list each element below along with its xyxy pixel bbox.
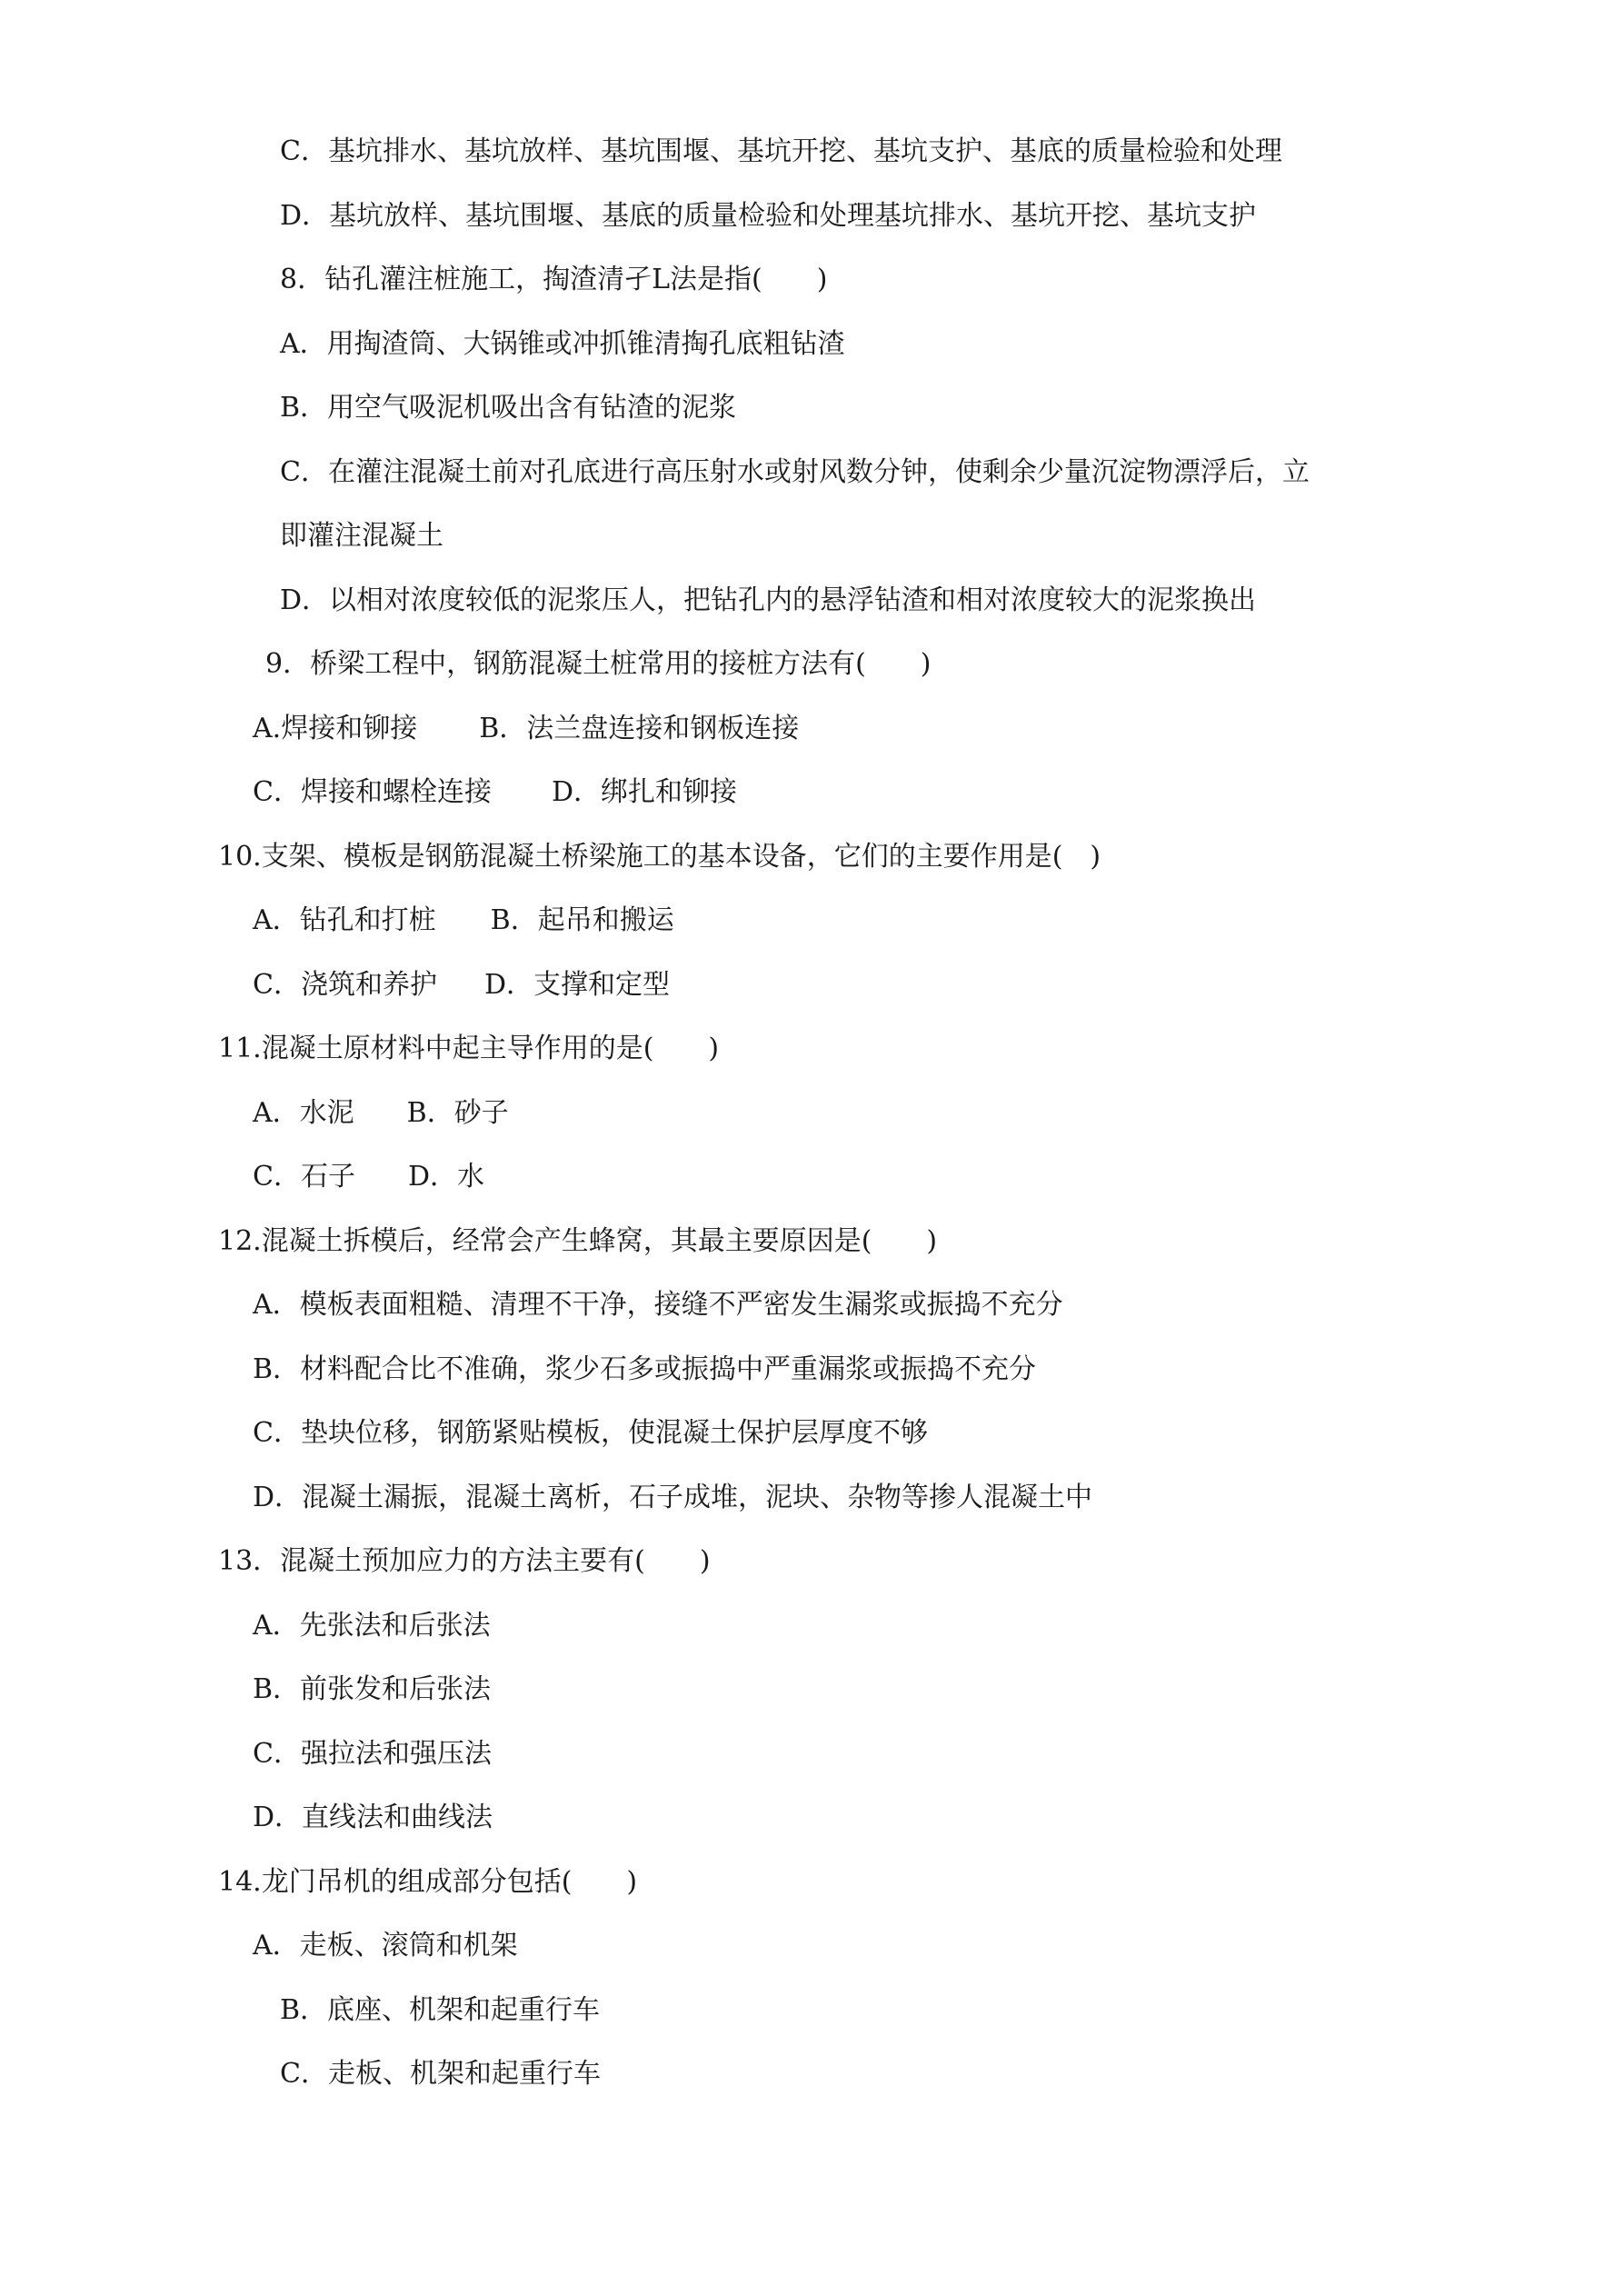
q8-stem: 8．钻孔灌注桩施工，掏渣清孑L法是指( ) xyxy=(280,264,828,295)
q13-stem: 13．混凝土预加应力的方法主要有( ) xyxy=(218,1545,711,1577)
q8-option-b: B．用空气吸泥机吸出含有钻渣的泥浆 xyxy=(280,392,737,424)
q8-option-d: D．以相对浓度较低的泥浆压人，把钻孔内的悬浮钻渣和相对浓度较大的泥浆换出 xyxy=(280,584,1257,616)
q10-options-row2 xyxy=(253,969,670,1002)
q13-option-c: C．强拉法和强压法 xyxy=(253,1738,492,1770)
q9-option-a: A.焊接和铆接 xyxy=(253,713,418,744)
q11-option-b: B．砂子 xyxy=(406,1097,509,1129)
q10-option-c: C．浇筑和养护 xyxy=(253,969,437,1001)
q10-option-a: A．钻孔和打桩 xyxy=(253,904,436,936)
q13-option-a: A．先张法和后张法 xyxy=(253,1610,491,1642)
q7-option-c: C．基坑排水、基坑放样、基坑围堰、基坑开挖、基坑支护、基底的质量检验和处理 xyxy=(280,135,1282,167)
q14-option-b: B．底座、机架和起重行车 xyxy=(280,1994,601,2026)
q13-option-d: D．直线法和曲线法 xyxy=(253,1802,493,1833)
q10-option-d: D．支撑和定型 xyxy=(483,969,671,1001)
q8-option-c-line2: 即灌注混凝土 xyxy=(280,520,443,552)
q9-options-row2 xyxy=(253,776,737,809)
q14-option-a: A．走板、滚筒和机架 xyxy=(253,1930,518,1962)
q11-options-row1 xyxy=(253,1097,509,1130)
q9-option-c: C．焊接和螺栓连接 xyxy=(253,776,492,808)
q8-option-c-line1: C．在灌注混凝土前对孔底进行高压射水或射风数分钟，使剩余少量沉淀物漂浮后，立 xyxy=(280,456,1310,488)
q12-stem: 12.混凝土拆模后，经常会产生蜂窝，其最主要原因是( ) xyxy=(218,1225,938,1257)
q13-option-b: B．前张发和后张法 xyxy=(253,1673,492,1705)
q9-options-row1 xyxy=(253,713,799,745)
q11-stem: 11.混凝土原材料中起主导作用的是( ) xyxy=(218,1033,720,1064)
q9-option-d: D．绑扎和铆接 xyxy=(551,776,738,808)
q12-option-d: D．混凝土漏振，混凝土离析，石子成堆，泥块、杂物等掺人混凝土中 xyxy=(253,1482,1093,1513)
q11-options-row2 xyxy=(253,1161,484,1193)
q9-stem: 9．桥梁工程中，钢筋混凝土桩常用的接桩方法有( ) xyxy=(265,648,932,680)
q12-option-a: A．模板表面粗糙、清理不干净，接缝不严密发生漏浆或振捣不充分 xyxy=(253,1289,1063,1321)
q7-option-d: D．基坑放样、基坑围堰、基底的质量检验和处理基坑排水、基坑开挖、基坑支护 xyxy=(280,200,1257,232)
q9-option-b: B．法兰盘连接和钢板连接 xyxy=(479,713,800,744)
q11-option-d: D．水 xyxy=(407,1161,485,1193)
q10-stem: 10.支架、模板是钢筋混凝土桥梁施工的基本设备，它们的主要作用是( ) xyxy=(218,841,1101,873)
q11-option-c: C．石子 xyxy=(253,1161,355,1193)
q10-options-row1 xyxy=(253,904,674,937)
q12-option-c: C．垫块位移，钢筋紧贴模板，使混凝土保护层厚度不够 xyxy=(253,1417,928,1449)
q14-option-c: C．走板、机架和起重行车 xyxy=(280,2058,601,2090)
q11-option-a: A．水泥 xyxy=(253,1097,354,1129)
q14-stem: 14.龙门吊机的组成部分包括( ) xyxy=(218,1866,638,1898)
q12-option-b: B．材料配合比不准确，浆少石多或振捣中严重漏浆或振捣不充分 xyxy=(253,1353,1037,1385)
q8-option-a: A．用掏渣筒、大锅锥或冲抓锥清掏孔底粗钻渣 xyxy=(280,328,845,360)
q10-option-b: B．起吊和搬运 xyxy=(490,904,674,936)
